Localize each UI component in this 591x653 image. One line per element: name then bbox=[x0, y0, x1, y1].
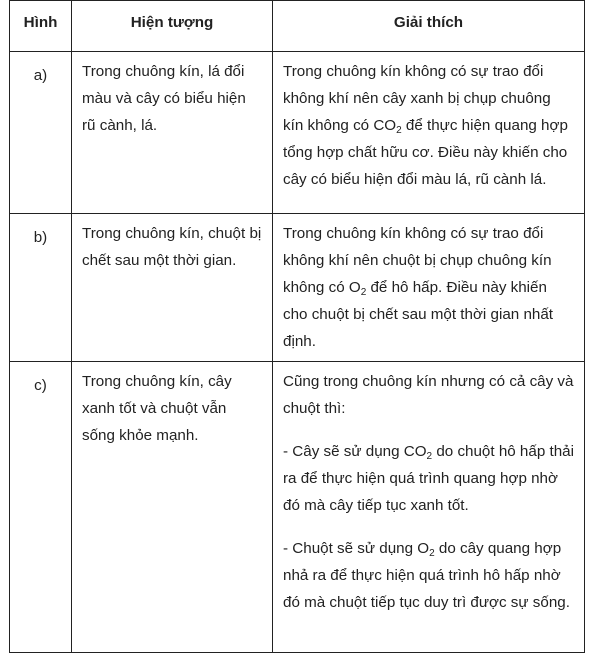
cell-giai-thich bbox=[273, 362, 585, 653]
explanation-text: để thực hiện quang hợp tổng hợp chất hữu cơ. Điều này khiến cho cây có biểu hiện đổi màu lá, rũ cành lá. bbox=[283, 117, 568, 188]
cell-hinh: a) bbox=[10, 52, 72, 214]
cell-hien-tuong: Trong chuông kín, lá đổi màu và cây có biểu hiện rũ cành, lá. bbox=[72, 52, 273, 214]
table-row bbox=[10, 52, 585, 214]
subscript: 2 bbox=[396, 125, 402, 136]
explanation-table bbox=[9, 0, 585, 653]
cell-giai-thich bbox=[273, 214, 585, 362]
cell-hinh: c) bbox=[10, 362, 72, 653]
cell-giai-thich bbox=[273, 52, 585, 214]
table-row bbox=[10, 362, 585, 653]
explanation-text: để hô hấp. Điều này khiến cho chuột bị chết sau một thời gian nhất định. bbox=[283, 279, 554, 350]
subscript: 2 bbox=[429, 548, 435, 559]
explanation-text: Trong chuông kín không có sự trao đổi không khí nên cây xanh bị chụp chuông kín không có CO bbox=[283, 63, 551, 134]
explanation-bullet-plant: - Cây sẽ sử dụng $CO_2$ do chuột hô hấp thải ra để thực hiện quá trình quang hợp nhờ đó mà cây tiếp tục xanh tốt. bbox=[283, 443, 574, 514]
cell-hinh: b) bbox=[10, 214, 72, 362]
subscript: 2 bbox=[426, 451, 433, 462]
cell-hien-tuong: Trong chuông kín, chuột bị chết sau một thời gian. bbox=[72, 214, 273, 362]
explanation-bullet-mouse: - Chuột sẽ sử dụng $O_2$ do cây quang hợp nhả ra để thực hiện quá trình hô hấp nhờ đó mà chuột tiếp tục duy trì được sự sống. bbox=[283, 540, 570, 611]
table-header-row bbox=[10, 1, 585, 52]
explanation-intro: Cũng trong chuông kín nhưng có cả cây và chuột thì: bbox=[283, 373, 574, 417]
cell-hien-tuong: Trong chuông kín, cây xanh tốt và chuột vẫn sống khỏe mạnh. bbox=[72, 362, 273, 653]
table-row bbox=[10, 214, 585, 362]
subscript: 2 bbox=[360, 287, 367, 298]
header-giai-thich: Giải thích bbox=[273, 1, 585, 52]
explanation-text: Trong chuông kín không có sự trao đổi không khí nên chuột bị chụp chuông kín không có O bbox=[283, 225, 552, 296]
header-hien-tuong: Hiện tượng bbox=[72, 1, 273, 52]
header-hinh: Hình bbox=[10, 1, 72, 52]
